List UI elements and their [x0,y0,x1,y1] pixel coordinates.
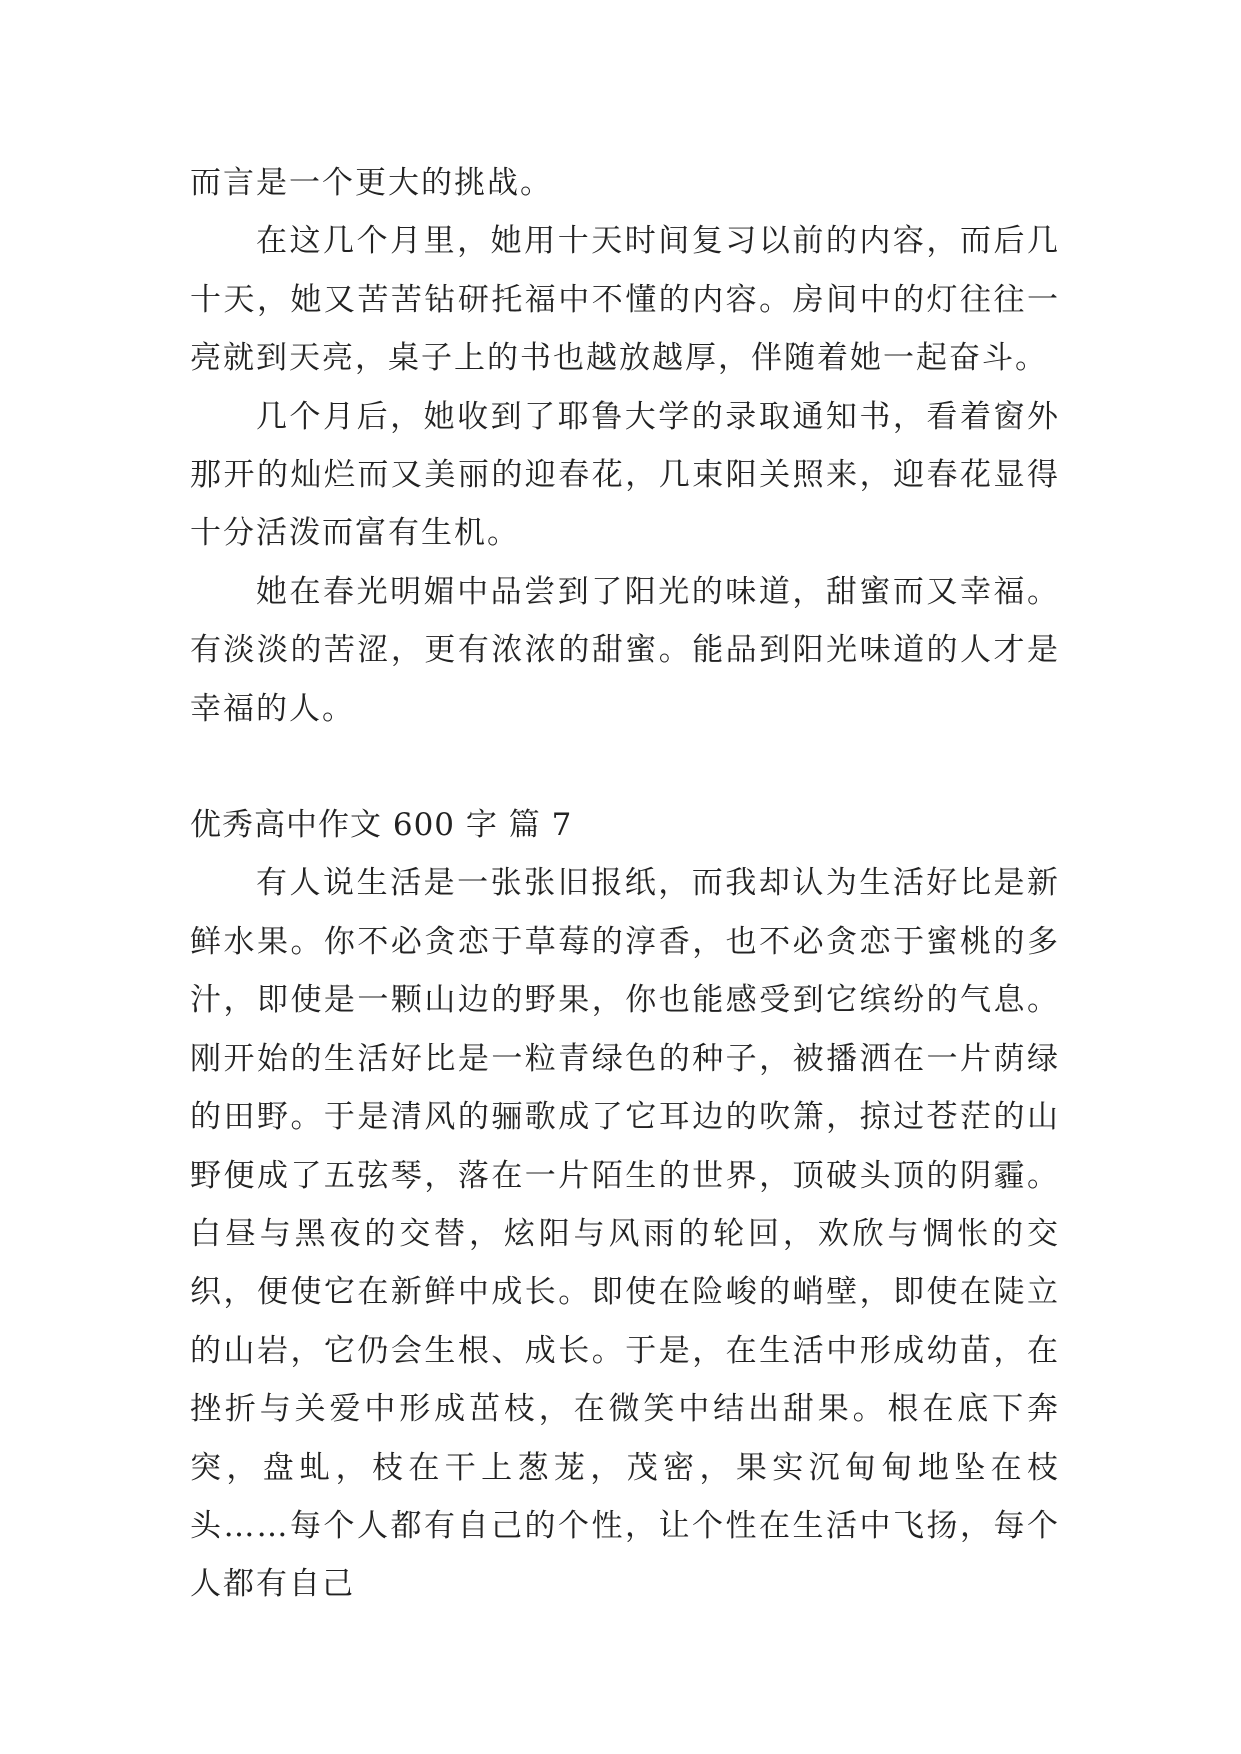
document-body [190,154,1060,1614]
section-heading: 优秀高中作文 600 字 篇 7 [190,807,573,844]
paragraph: 有人说生活是一张张旧报纸，而我却认为生活好比是新鲜水果。你不必贪恋于草莓的淳香，也不必贪恋于蜜桃的多汁，即使是一颗山边的野果，你也能感受到它缤纷的气息。刚开始的生活好比是一粒青绿色的种子，被播洒在一片荫绿的田野。于是清风的骊歌成了它耳边的吹箫，掠过苍茫的山野便成了五弦琴，落在一片陌生的世界，顶破头顶的阴霾。白昼与黑夜的交替，炫阳与风雨的轮回，欢欣与惆怅的交织，便使它在新鲜中成长。即使在险峻的峭壁，即使在陡立的山岩，它仍会生根、成长。于是，在生活中形成幼苗，在挫折与关爱中形成茁枝，在微笑中结出甜果。根在底下奔突，盘虬，枝在干上葱茏，茂密，果实沉甸甸地坠在枝头……每个人都有自己的个性，让个性在生活中飞扬，每个人都有自己 [190,865,1060,1603]
paragraph-continuation: 而言是一个更大的挑战。 [190,165,553,201]
section-gap [190,738,1060,796]
paragraph: 几个月后，她收到了耶鲁大学的录取通知书，看着窗外那开的灿烂而又美丽的迎春花，几束阳关照来，迎春花显得十分活泼而富有生机。 [190,398,1060,552]
paragraph: 她在春光明媚中品尝到了阳光的味道，甜蜜而又幸福。有淡淡的苦涩，更有浓浓的甜蜜。能品到阳光味道的人才是幸福的人。 [190,573,1060,727]
paragraph: 在这几个月里，她用十天时间复习以前的内容，而后几十天，她又苦苦钻研托福中不懂的内容。房间中的灯往往一亮就到天亮，桌子上的书也越放越厚，伴随着她一起奋斗。 [190,223,1060,377]
